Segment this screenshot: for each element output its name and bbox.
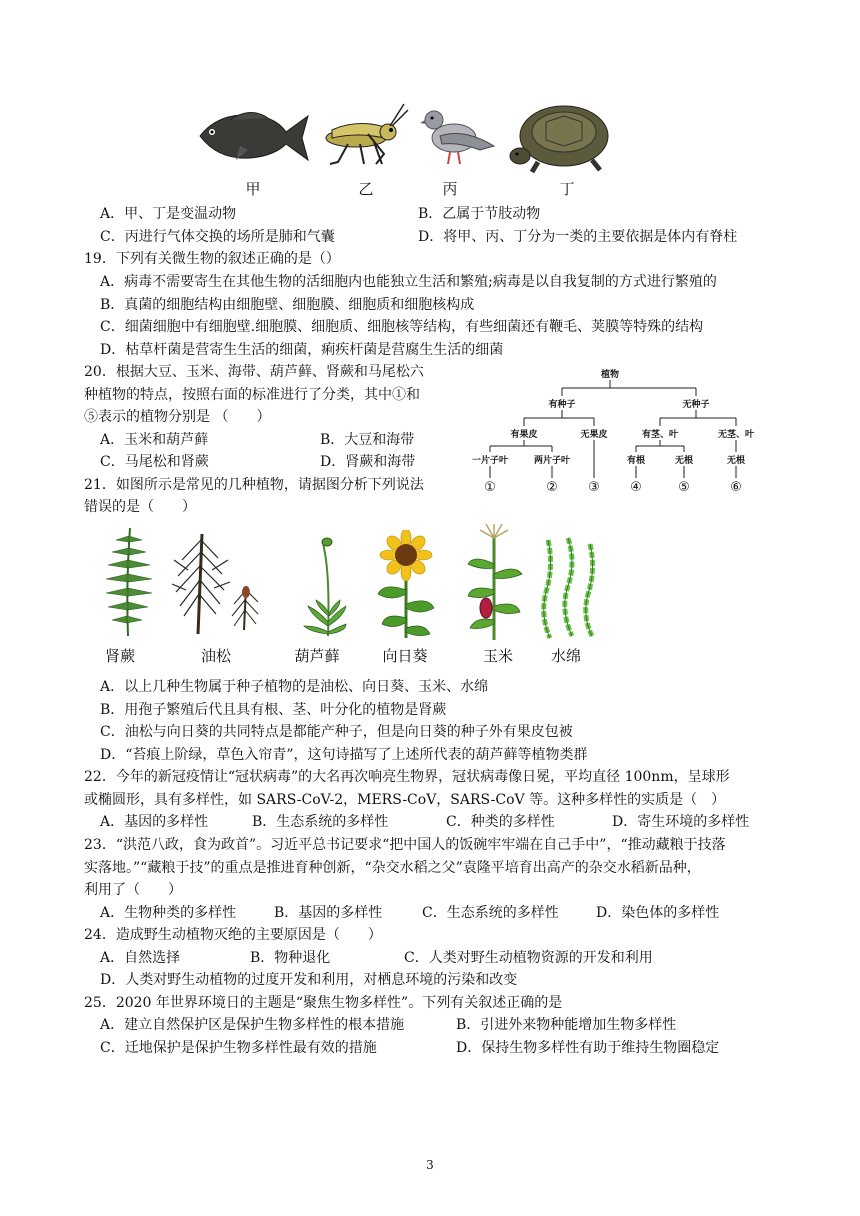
- q22-option-b: B．生态系统的多样性: [252, 814, 389, 830]
- tree-node-2: ②: [546, 480, 558, 495]
- tree-node-5: ⑤: [678, 480, 690, 495]
- q20-option-d: D．肾蕨和海带: [320, 454, 416, 470]
- tree-no-root-b: 无根: [726, 456, 746, 466]
- tree-has-seed: 有种子: [548, 400, 576, 410]
- q21-option-a: A．以上几种生物属于种子植物的是油松、向日葵、玉米、水绵: [100, 679, 489, 695]
- q19-option-c: C．细菌细胞中有细胞壁.细胞膜、细胞质、细胞核等结构，有些细菌还有鞭毛、荚膜等特殊的结构: [100, 319, 704, 335]
- q21-option-d: D．“苔痕上阶绿，草色入帘青”，这句诗描写了上述所代表的葫芦藓等植物类群: [100, 747, 588, 763]
- pigeon-image: [420, 102, 496, 168]
- q23-option-b: B．基因的多样性: [274, 905, 383, 921]
- q20-option-a: A．玉米和葫芦藓: [100, 432, 209, 448]
- tree-no-seed: 无种子: [682, 400, 710, 410]
- tree-has-root: 有根: [626, 456, 646, 466]
- q23-stem-line3: 利用了（ ）: [84, 882, 182, 898]
- q20-option-b: B．大豆和海带: [320, 432, 415, 448]
- tree-node-4: ④: [630, 480, 642, 495]
- q18-option-d: D．将甲、丙、丁分为一类的主要依据是体内有脊柱: [418, 229, 738, 245]
- plant-label-moss: 葫芦藓: [294, 647, 340, 665]
- tree-has-pericarp: 有果皮: [510, 430, 538, 440]
- q22-option-c: C．种类的多样性: [446, 814, 555, 830]
- q19-option-d: D．枯草杆菌是营寄生生活的细菌，痢疾杆菌是营腐生生活的细菌: [100, 342, 504, 358]
- q18-option-c: C．丙进行气体交换的场所是肺和气囊: [100, 229, 335, 245]
- tree-no-pericarp: 无果皮: [580, 430, 608, 440]
- animal-label-ding: 丁: [559, 180, 575, 198]
- q24-option-c: C．人类对野生动植物资源的开发和利用: [404, 950, 653, 966]
- plant-label-sunflower: 向日葵: [382, 647, 428, 665]
- tree-root: 植物: [600, 370, 620, 380]
- q24-option-b: B．物种退化: [250, 950, 331, 966]
- q18-option-b: B．乙属于节肢动物: [418, 206, 541, 222]
- q24-option-a: A．自然选择: [100, 950, 181, 966]
- q22-option-d: D．寄生环境的多样性: [612, 814, 750, 830]
- q18-option-a: A．甲、丁是变温动物: [100, 206, 237, 222]
- plant-label-corn: 玉米: [482, 647, 513, 665]
- animal-label-bing: 丙: [442, 180, 458, 198]
- q21-stem-line2: 错误的是（ ）: [84, 499, 196, 515]
- q20-stem-line2: 种植物的特点，按照右面的标准进行了分类，其中①和: [84, 387, 420, 403]
- q19-option-a: A．病毒不需要寄生在其他生物的活细胞内也能独立生活和繁殖;病毒是以自我复制的方式进行繁殖的: [100, 274, 717, 290]
- spirogyra-image: [538, 536, 602, 640]
- sunflower-image: [374, 530, 438, 640]
- q23-option-c: C．生态系统的多样性: [422, 905, 559, 921]
- q20-stem-line1: 20．根据大豆、玉米、海带、葫芦藓、肾蕨和马尾松六: [84, 364, 424, 380]
- q23-option-a: A．生物种类的多样性: [100, 905, 237, 921]
- tree-one-cotyledon: 一片子叶: [471, 456, 509, 466]
- q20-option-c: C．马尾松和肾蕨: [100, 454, 209, 470]
- tree-node-3: ③: [588, 480, 600, 495]
- q25-stem: 25．2020 年世界环境日的主题是“聚焦生物多样性”。下列有关叙述正确的是: [84, 995, 563, 1011]
- tree-node-1: ①: [484, 480, 496, 495]
- plant-label-fern: 肾蕨: [104, 647, 135, 665]
- moss-image: [302, 536, 348, 638]
- q23-stem-line2: 实落地。”“藏粮于技”的重点是推进育种创新，“杂交水稻之父”袁隆平培育出高产的杂交水稻新品种，: [84, 860, 701, 876]
- pine-image: [168, 530, 260, 638]
- q24-option-d: D．人类对野生动植物的过度开发和利用，对栖息环境的污染和改变: [100, 972, 518, 988]
- animal-label-jia: 甲: [245, 180, 261, 198]
- q25-option-a: A．建立自然保护区是保护生物多样性的根本措施: [100, 1017, 405, 1033]
- tree-no-stem-leaf: 无茎、叶: [717, 430, 755, 440]
- fern-image: [98, 524, 158, 640]
- q23-option-d: D．染色体的多样性: [596, 905, 720, 921]
- classification-tree: [462, 366, 772, 496]
- q21-option-b: B．用孢子繁殖后代且具有根、茎、叶分化的植物是肾蕨: [100, 702, 447, 718]
- plant-label-pine: 油松: [200, 647, 231, 665]
- fish-image: [190, 98, 310, 170]
- tree-two-cotyledon: 两片子叶: [533, 456, 571, 466]
- plant-label-spirogyra: 水绵: [550, 647, 581, 665]
- q21-option-c: C．油松与向日葵的共同特点是都能产种子，但是向日葵的种子外有果皮包被: [100, 724, 573, 740]
- q25-option-d: D．保持生物多样性有助于维持生物圈稳定: [456, 1040, 720, 1056]
- page-number: 3: [426, 1158, 434, 1172]
- tree-node-6: ⑥: [730, 480, 742, 495]
- q25-option-c: C．迁地保护是保护生物多样性最有效的措施: [100, 1040, 377, 1056]
- tree-has-stem-leaf: 有茎、叶: [641, 430, 679, 440]
- turtle-image: [508, 98, 618, 174]
- grasshopper-image: [318, 98, 410, 170]
- q25-option-b: B．引进外来物种能增加生物多样性: [456, 1017, 677, 1033]
- animal-label-yi: 乙: [358, 180, 374, 198]
- q21-stem-line1: 21．如图所示是常见的几种植物，请据图分析下列说法: [84, 477, 424, 493]
- q23-stem-line1: 23．“洪范八政，食为政首”。习近平总书记要求“把中国人的饭碗牢牢端在自己手中”，“推动藏粮于技落: [84, 837, 726, 853]
- q19-option-b: B．真菌的细胞结构由细胞壁、细胞膜、细胞质和细胞核构成: [100, 297, 475, 313]
- q19-stem: 19．下列有关微生物的叙述正确的是（）: [84, 251, 340, 267]
- q20-stem-line3: ⑤表示的植物分别是 （ ）: [84, 409, 271, 425]
- q22-option-a: A．基因的多样性: [100, 814, 209, 830]
- corn-image: [466, 524, 524, 642]
- q22-stem-line1: 22．今年的新冠疫情让“冠状病毒”的大名再次响亮生物界，冠状病毒像日冕，平均直径 100nm，呈球形: [84, 769, 730, 785]
- tree-no-root-a: 无根: [674, 456, 694, 466]
- q22-stem-line2: 或椭圆形，具有多样性，如 SARS-CoV-2，MERS-CoV，SARS-CoV 等。这种多样性的实质是（ ）: [84, 792, 726, 808]
- q24-stem: 24．造成野生动植物灭绝的主要原因是（ ）: [84, 927, 382, 943]
